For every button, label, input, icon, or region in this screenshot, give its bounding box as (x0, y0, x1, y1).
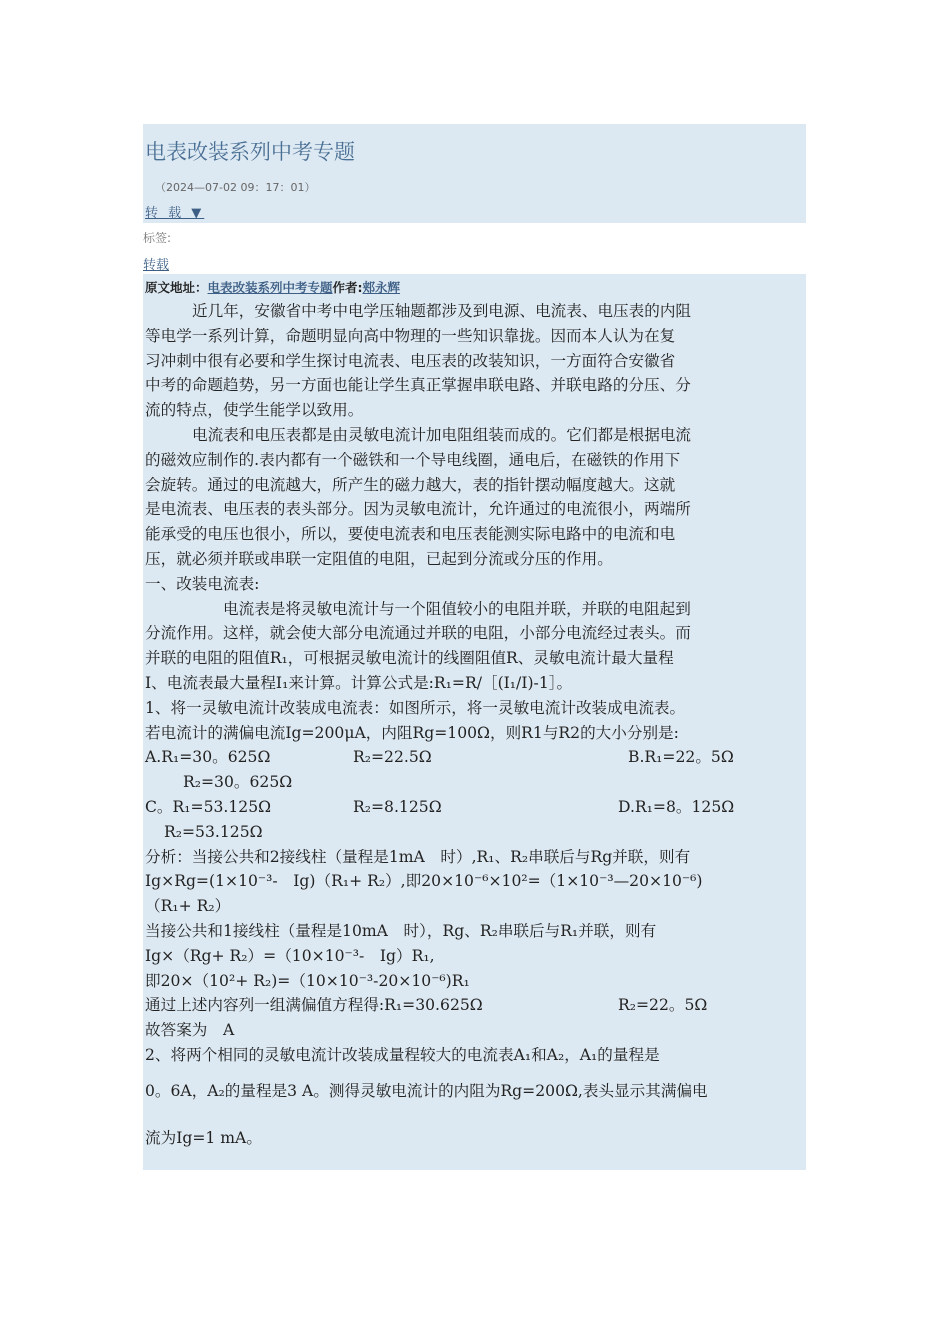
text-line: 流的特点，使学生能学以致用。 (145, 401, 364, 420)
tag-link-repost[interactable]: 转载 (143, 258, 170, 273)
source-prefix: 原文地址： (145, 280, 208, 295)
result-r2: R₂=22。5Ω (618, 996, 708, 1015)
text-line: （R₁+ R₂） (145, 897, 231, 916)
section-heading: 一、改装电流表: (145, 574, 260, 593)
option-b-r1: B.R₁=22。5Ω (628, 748, 734, 767)
text-line: 电流表和电压表都是由灵敏电流计加电阻组装而成的。它们都是根据电流 (192, 425, 692, 444)
answer-line: 故答案为 A (145, 1021, 235, 1040)
text-line: 当接公共和1接线柱（量程是10mA 时），Rg、R₂串联后与R₁并联，则有 (145, 921, 657, 940)
text-line: 并联的电阻的阻值R₁，可根据灵敏电流计的线圈阻值R、灵敏电流计最大量程 (145, 649, 674, 668)
repost-toggle[interactable]: 转 载 ▼ (145, 206, 205, 221)
option-a-r2: R₂=22.5Ω (353, 748, 432, 767)
article-body (143, 274, 806, 1170)
tags-row (143, 223, 806, 250)
text-line: 能承受的电压也很小，所以，要使电流表和电压表能测实际电路中的电流和电 (145, 525, 676, 544)
text-line: 的磁效应制作的.表内都有一个磁铁和一个导电线圈，通电后，在磁铁的作用下 (145, 450, 681, 469)
text-line: 2、将两个相同的灵敏电流计改装成量程较大的电流表A₁和A₂，A₁的量程是 (145, 1045, 660, 1064)
text-line: 中考的命题趋势，另一方面也能让学生真正掌握串联电路、并联电路的分压、分 (145, 376, 691, 395)
answer-options (145, 745, 806, 844)
text-line: 是电流表、电压表的表头部分。因为灵敏电流计，允许通过的电流很小，两端所 (145, 500, 691, 519)
result-line (145, 993, 806, 1018)
text-line: 分流作用。这样，就会使大部分电流通过并联的电阻，小部分电流经过表头。而 (145, 624, 691, 643)
question-2 (145, 1043, 806, 1162)
option-row-cd (145, 795, 806, 820)
text-line: Ig×Rg=(1×10⁻³- Ig)（R₁+ R₂）,即20×10⁻⁶×10²=（1×10⁻³—20×10⁻⁶) (145, 872, 703, 891)
text-line: 习冲刺中很有必要和学生探讨电流表、电压表的改装知识，一方面符合安徽省 (145, 351, 676, 370)
result-r1: 通过上述内容列一组满偏值方程得:R₁=30.625Ω (145, 996, 483, 1015)
option-b-r2: R₂=30。625Ω (183, 773, 293, 792)
tag-row (143, 250, 806, 274)
analysis (145, 845, 806, 994)
option-row-ab (145, 745, 806, 770)
option-c-r1: C。R₁=53.125Ω (145, 797, 272, 816)
paragraph-ammeter (145, 597, 806, 696)
option-row-b2 (145, 770, 806, 795)
article-header (143, 124, 806, 223)
paragraph-principle (145, 423, 806, 572)
option-a-r1: A.R₁=30。625Ω (145, 748, 271, 767)
article (143, 124, 806, 1170)
option-row-d2 (145, 820, 806, 845)
paragraph-intro (145, 299, 806, 423)
text-line: 1、将一灵敏电流计改装成电流表：如图所示，将一灵敏电流计改装成电流表。 (145, 698, 686, 717)
text-line: 分析：当接公共和2接线柱（量程是1mA 时）,R₁、R₂串联后与Rg并联，则有 (145, 847, 691, 866)
text-line: 压，就必须并联或串联一定阻值的电阻，已起到分流或分压的作用。 (145, 549, 613, 568)
text-line: 流为Ig=1 mA。 (145, 1128, 262, 1147)
tags-label: 标签: (143, 231, 172, 245)
text-line: 即20×（10²+ R₂)=（10×10⁻³-20×10⁻⁶)R₁ (145, 971, 470, 990)
text-line: 0。6A，A₂的量程是3 A。测得灵敏电流计的内阻为Rg=200Ω,表头显示其满偏电 (145, 1081, 708, 1100)
option-d-r1: D.R₁=8。125Ω (618, 797, 735, 816)
question-1 (145, 696, 806, 746)
text-line: 等电学一系列计算，命题明显向高中物理的一些知识靠拢。因而本人认为在复 (145, 326, 676, 345)
page-title: 电表改装系列中考专题 (145, 140, 355, 164)
source-line (145, 276, 806, 299)
text-line: 电流表是将灵敏电流计与一个阻值较小的电阻并联，并联的电阻起到 (223, 599, 691, 618)
source-title-link[interactable]: 电表改装系列中考专题 (207, 280, 333, 295)
author-link[interactable]: 郏永辉 (362, 280, 401, 295)
option-c-r2: R₂=8.125Ω (353, 797, 442, 816)
text-line: 会旋转。通过的电流越大，所产生的磁力越大，表的指针摆动幅度越大。这就 (145, 475, 676, 494)
post-date: （2024—07-02 09：17：01） (155, 181, 316, 194)
text-line: Ig×（Rg+ R₂）=（10×10⁻³- Ig）R₁, (145, 946, 435, 965)
author-prefix: 作者: (332, 280, 363, 295)
text-line: 若电流计的满偏电流Ig=200μA，内阻Rg=100Ω，则R1与R2的大小分别是: (145, 723, 679, 742)
text-line: I、电流表最大量程I₁来计算。计算公式是:R₁=R/［(I₁/I)-1］。 (145, 673, 573, 692)
text-line: 近几年，安徽省中考中电学压轴题都涉及到电源、电流表、电压表的内阻 (192, 302, 692, 320)
option-d-r2: R₂=53.125Ω (164, 822, 263, 841)
